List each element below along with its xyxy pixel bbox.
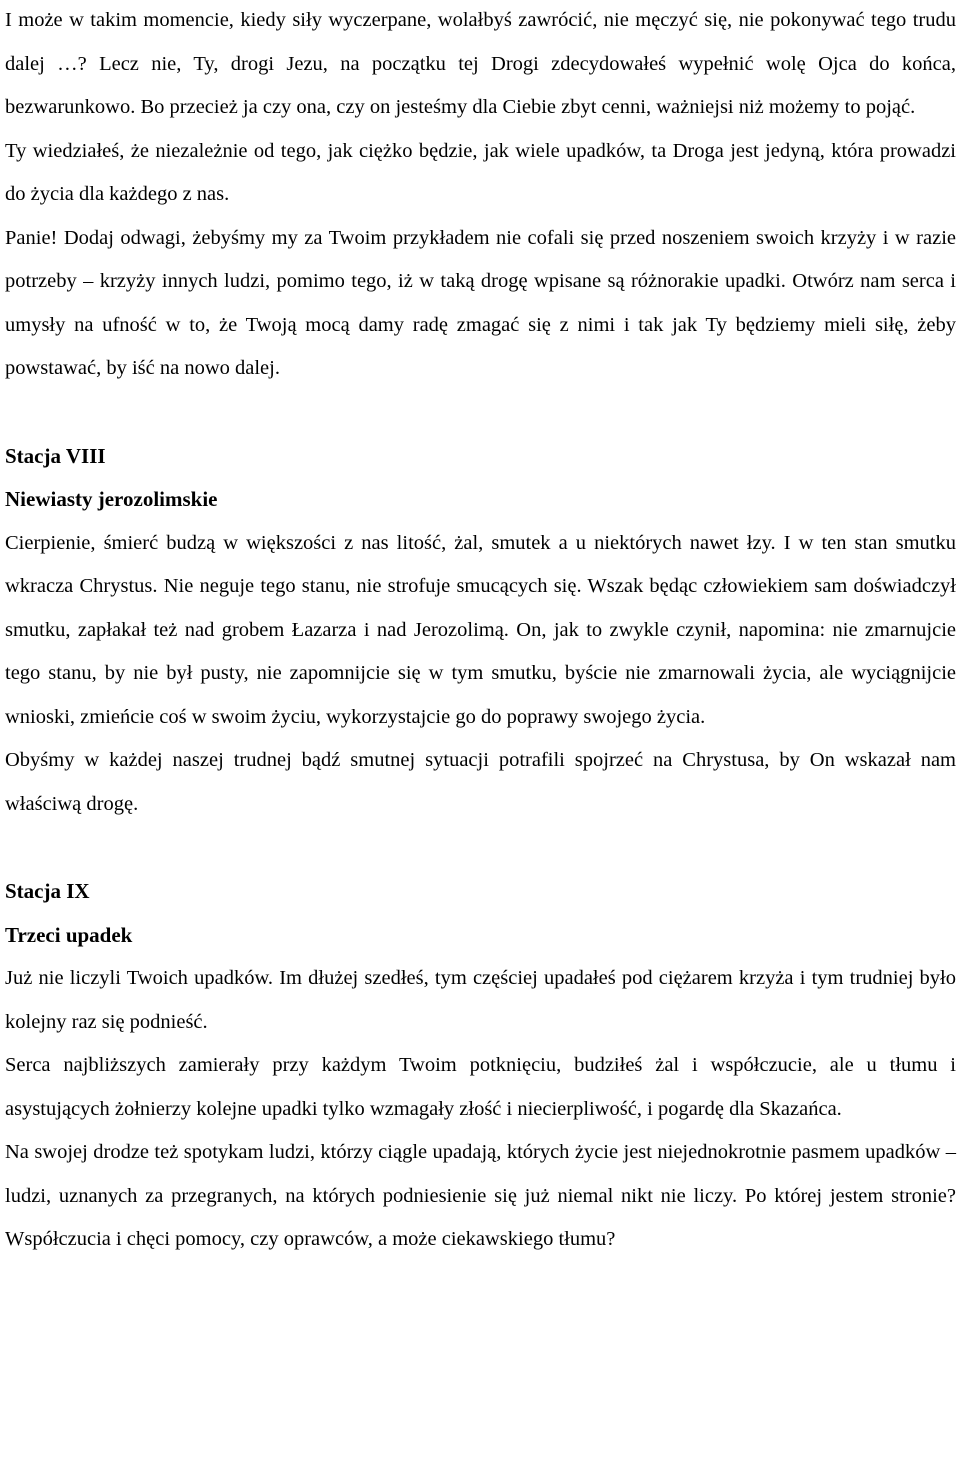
station-title-heading: Trzeci upadek [5, 922, 133, 947]
station-ix-section [5, 870, 956, 1262]
paragraph: Obyśmy w każdej naszej trudnej bądź smutnej sytuacji potrafili spojrzeć na Chrystusa, by On wskazał nam właściwą drogę. [5, 749, 956, 815]
section-spacer [5, 391, 956, 435]
station-viii-section [5, 435, 956, 827]
paragraph: Serca najbliższych zamierały przy każdym Twoim potknięciu, budziłeś żal i współczucie, ale u tłumu i asystujących żołnierzy kolejne upadki tylko wzmagały złość i niecierpliwość, i pogardę dla Skazańca. [5, 1054, 956, 1120]
paragraph: I może w takim momencie, kiedy siły wyczerpane, wolałbyś zawrócić, nie męczyć się, nie pokonywać tego trudu dalej …? Lecz nie, Ty, drogi Jezu, na początku tej Drogi zdecydowałeś wypełnić wolę Ojca do końca, bezwarunkowo. Bo przecież ja czy ona, czy on jesteśmy dla Ciebie zbyt cenni, ważniejsi niż możemy to pojąć. [5, 9, 956, 118]
paragraph: Cierpienie, śmierć budzą w większości z nas litość, żal, smutek a u niektórych nawet łzy. I w ten stan smutku wkracza Chrystus. Nie neguje tego stanu, nie strofuje smucących się. Wszak będąc człowiekiem sam doświadczył smutku, zapłakał też nad grobem Łazarza i nad Jerozolimą. On, jak to zwykle czynił, napomina: nie zmarnujcie tego stanu, by nie był pusty, nie zapomnijcie się w tym smutku, byście nie zmarnowali życia, ale wyciągnijcie wnioski, zmieńcie coś w swoim życiu, wykorzystajcie go do poprawy swojego życia. [5, 531, 956, 728]
paragraph: Już nie liczyli Twoich upadków. Im dłużej szedłeś, tym częściej upadałeś pod ciężarem krzyża i tym trudniej było kolejny raz się podnieść. [5, 967, 956, 1033]
station-title-heading: Niewiasty jerozolimskie [5, 487, 218, 511]
section-spacer [5, 826, 956, 870]
station-number-heading: Stacja IX [5, 879, 90, 903]
paragraph: Ty wiedziałeś, że niezależnie od tego, jak ciężko będzie, jak wiele upadków, ta Droga jest jedyną, która prowadzi do życia dla każdego z nas. [5, 139, 956, 205]
paragraph: Na swojej drodze też spotykam ludzi, którzy ciągle upadają, których życie jest niejednokrotnie pasmem upadków – ludzi, uznanych za przegranych, na których podniesienie się już niemal nikt nie liczy. Po której jestem stronie? Współczucia i chęci pomocy, czy oprawców, a może ciekawskiego tłumu? [5, 1141, 956, 1250]
paragraph: Panie! Dodaj odwagi, żebyśmy my za Twoim przykładem nie cofali się przed noszeniem swoich krzyży i w razie potrzeby – krzyży innych ludzi, pomimo tego, iż w taką drogę wpisane są różnorakie upadki. Otwórz nam serca i umysły na ufność w to, że Twoją mocą damy radę zmagać się z nimi i tak jak Ty będziemy mieli siłę, żeby powstawać, by iść na nowo dalej. [5, 226, 956, 379]
station-number-heading: Stacja VIII [5, 443, 106, 468]
